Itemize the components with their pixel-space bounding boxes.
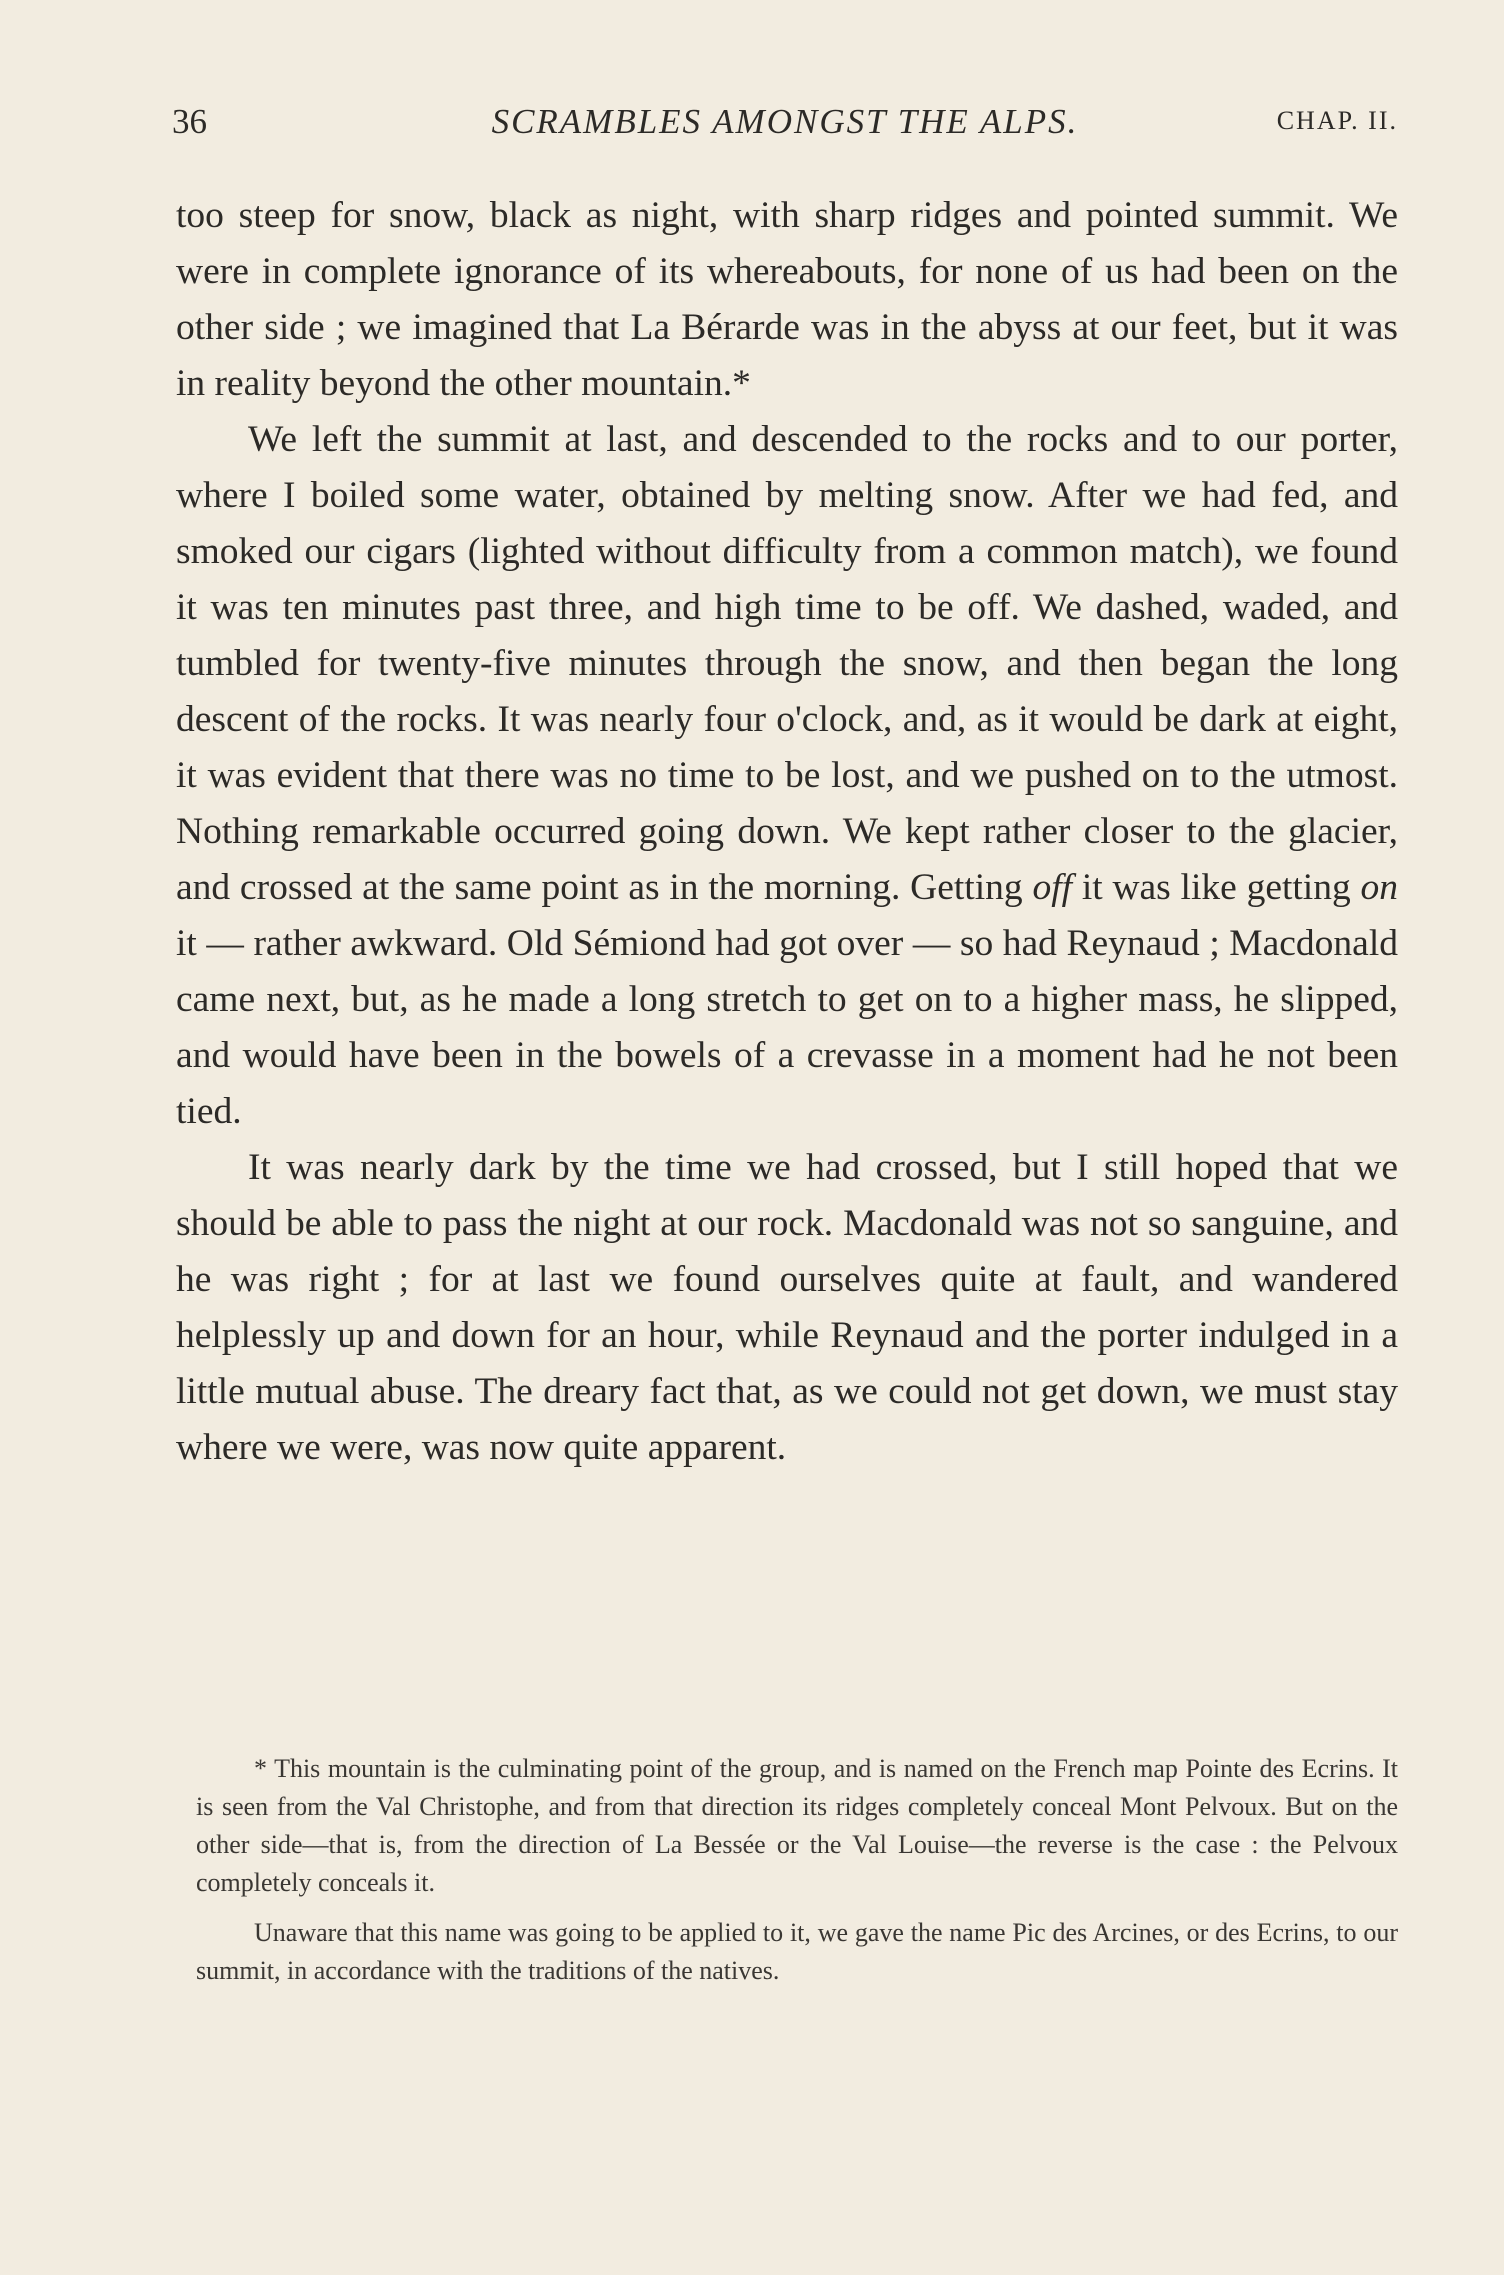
italic-on: on bbox=[1360, 867, 1399, 908]
paragraph-1: too steep for snow, black as night, with sharp ridges and pointed summit. We were in complete ignorance of its whereabouts, for none of us had been on the other side ; we imagined that La Bérarde was in the abyss at our feet, but it was in reality beyond the other mountain.* bbox=[176, 195, 1398, 404]
page-number: 36 bbox=[172, 102, 207, 141]
body-text bbox=[176, 188, 1398, 1476]
footnotes bbox=[196, 1750, 1398, 1990]
paragraph-2-text-b: it was like getting bbox=[1081, 867, 1351, 908]
paragraph-2-text-a: We left the summit at last, and descended to the rocks and to our porter, where I boiled some water, obtained by melting snow. After we had fed, and smoked our cigars (lighted without difficulty from a common match), we found it was ten minutes past three, and high time to be off. We dashed, waded, and tumbled for twenty-five minutes through the snow, and then began the long descent of the rocks. It was nearly four o'clock, and, as it would be dark at eight, it was evident that there was no time to be lost, and we pushed on to the utmost. Nothing remarkable occurred going down. We kept rather closer to the glacier, and crossed at the same point as in the morning. Getting bbox=[176, 419, 1398, 908]
paragraph-3: It was nearly dark by the time we had crossed, but I still hoped that we should be able to pass the night at our rock. Macdonald was not so sanguine, and he was right ; for at last we found ourselves quite at fault, and wandered helplessly up and down for an hour, while Reynaud and the porter indulged in a little mutual abuse. The dreary fact that, as we could not get down, we must stay where we were, was now quite apparent. bbox=[176, 1147, 1398, 1468]
running-head bbox=[172, 102, 1398, 146]
paragraph-2-text-c: it — rather awkward. Old Sémiond had got over — so had Reynaud ; Macdonald came next, but, as he made a long stretch to get on to a higher mass, he slipped, and would have been in the bowels of a crevasse in a moment had he not been tied. bbox=[176, 923, 1398, 1132]
footnote-2: Unaware that this name was going to be applied to it, we gave the name Pic des Arcines, or des Ecrins, to our summit, in accordance with the traditions of the natives. bbox=[196, 1918, 1398, 1985]
paragraph-2 bbox=[176, 412, 1398, 1140]
footnote-1: * This mountain is the culminating point of the group, and is named on the French map Pointe des Ecrins. It is seen from the Val Christophe, and from that direction its ridges completely conceal Mont Pelvoux. But on the other side—that is, from the direction of La Bessée or the Val Louise—the reverse is the case : the Pelvoux completely conceals it. bbox=[196, 1754, 1398, 1897]
chapter-label: CHAP. II. bbox=[1276, 106, 1398, 135]
book-title: SCRAMBLES AMONGST THE ALPS. bbox=[491, 102, 1079, 141]
italic-off: off bbox=[1032, 867, 1073, 908]
